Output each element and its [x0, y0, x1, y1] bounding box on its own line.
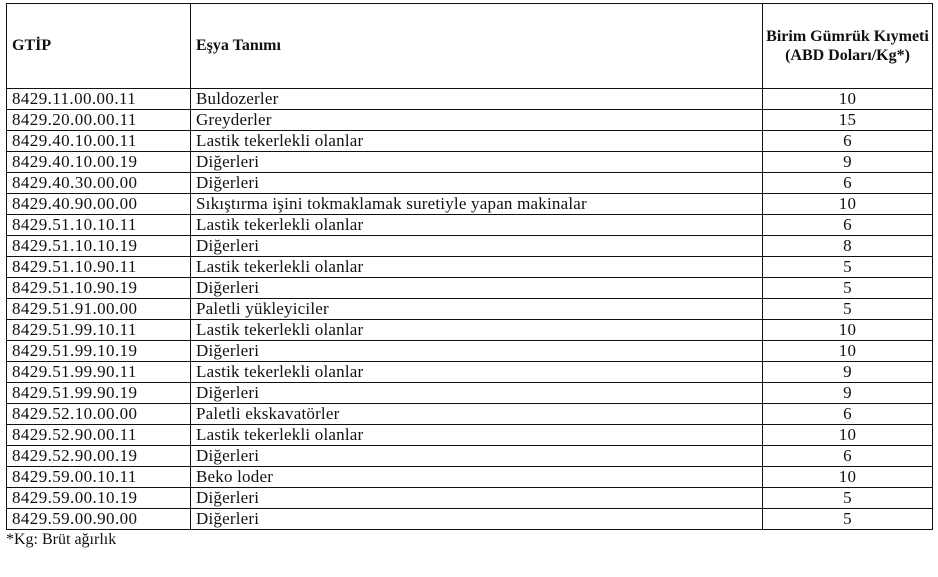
description-cell: Diğerleri: [191, 509, 763, 530]
table-body: [7, 89, 933, 530]
table-row: [7, 488, 933, 509]
description-cell: Lastik tekerlekli olanlar: [191, 131, 763, 152]
gtip-cell: 8429.52.10.00.00: [7, 404, 191, 425]
header-row: [7, 4, 933, 89]
gtip-cell: 8429.59.00.90.00: [7, 509, 191, 530]
description-cell: Beko loder: [191, 467, 763, 488]
gtip-cell: 8429.51.91.00.00: [7, 299, 191, 320]
gtip-cell: 8429.51.99.10.11: [7, 320, 191, 341]
value-cell: 10: [763, 341, 933, 362]
table-row: [7, 362, 933, 383]
table-row: [7, 173, 933, 194]
gtip-cell: 8429.59.00.10.19: [7, 488, 191, 509]
table-row: [7, 236, 933, 257]
value-cell: 5: [763, 257, 933, 278]
table-row: [7, 404, 933, 425]
value-cell: 5: [763, 488, 933, 509]
description-cell: Diğerleri: [191, 488, 763, 509]
footnote: *Kg: Brüt ağırlık: [6, 531, 117, 548]
gtip-cell: 8429.59.00.10.11: [7, 467, 191, 488]
value-cell: 10: [763, 89, 933, 110]
value-cell: 6: [763, 215, 933, 236]
value-cell: 10: [763, 425, 933, 446]
description-cell: Paletli ekskavatörler: [191, 404, 763, 425]
gtip-cell: 8429.40.90.00.00: [7, 194, 191, 215]
description-cell: Diğerleri: [191, 446, 763, 467]
gtip-cell: 8429.40.30.00.00: [7, 173, 191, 194]
header-unit-value: Birim Gümrük Kıymeti (ABD Doları/Kg*): [763, 4, 933, 89]
description-cell: Paletli yükleyiciler: [191, 299, 763, 320]
header-description: Eşya Tanımı: [191, 4, 763, 89]
table-row: [7, 215, 933, 236]
gtip-cell: 8429.51.10.10.19: [7, 236, 191, 257]
table-row: [7, 278, 933, 299]
value-cell: 5: [763, 509, 933, 530]
gtip-cell: 8429.40.10.00.19: [7, 152, 191, 173]
description-cell: Diğerleri: [191, 341, 763, 362]
table-row: [7, 257, 933, 278]
table-row: [7, 194, 933, 215]
value-cell: 6: [763, 131, 933, 152]
gtip-cell: 8429.52.90.00.19: [7, 446, 191, 467]
description-cell: Lastik tekerlekli olanlar: [191, 320, 763, 341]
gtip-cell: 8429.51.10.10.11: [7, 215, 191, 236]
table-row: [7, 320, 933, 341]
description-cell: Diğerleri: [191, 152, 763, 173]
document: [6, 3, 933, 549]
table-row: [7, 467, 933, 488]
description-cell: Lastik tekerlekli olanlar: [191, 425, 763, 446]
description-cell: Diğerleri: [191, 278, 763, 299]
description-cell: Sıkıştırma işini tokmaklamak suretiyle yapan makinalar: [191, 194, 763, 215]
gtip-cell: 8429.51.99.90.19: [7, 383, 191, 404]
customs-value-table: [6, 3, 933, 530]
value-cell: 6: [763, 404, 933, 425]
description-cell: Lastik tekerlekli olanlar: [191, 362, 763, 383]
gtip-cell: 8429.52.90.00.11: [7, 425, 191, 446]
table-row: [7, 299, 933, 320]
table-row: [7, 425, 933, 446]
value-cell: 9: [763, 362, 933, 383]
description-cell: Lastik tekerlekli olanlar: [191, 257, 763, 278]
gtip-cell: 8429.51.99.90.11: [7, 362, 191, 383]
value-cell: 6: [763, 446, 933, 467]
header-gtip: GTİP: [7, 4, 191, 89]
description-cell: Lastik tekerlekli olanlar: [191, 215, 763, 236]
table-row: [7, 152, 933, 173]
table-row: [7, 110, 933, 131]
value-cell: 8: [763, 236, 933, 257]
value-cell: 10: [763, 194, 933, 215]
table-row: [7, 446, 933, 467]
gtip-cell: 8429.40.10.00.11: [7, 131, 191, 152]
value-cell: 6: [763, 173, 933, 194]
value-cell: 10: [763, 467, 933, 488]
description-cell: Diğerleri: [191, 383, 763, 404]
table-row: [7, 89, 933, 110]
table-row: [7, 509, 933, 530]
value-cell: 9: [763, 383, 933, 404]
description-cell: Diğerleri: [191, 236, 763, 257]
gtip-cell: 8429.51.99.10.19: [7, 341, 191, 362]
table-row: [7, 131, 933, 152]
value-cell: 9: [763, 152, 933, 173]
value-cell: 10: [763, 320, 933, 341]
table-row: [7, 383, 933, 404]
gtip-cell: 8429.51.10.90.11: [7, 257, 191, 278]
description-cell: Diğerleri: [191, 173, 763, 194]
table-row: [7, 341, 933, 362]
gtip-cell: 8429.11.00.00.11: [7, 89, 191, 110]
description-cell: Buldozerler: [191, 89, 763, 110]
gtip-cell: 8429.20.00.00.11: [7, 110, 191, 131]
gtip-cell: 8429.51.10.90.19: [7, 278, 191, 299]
description-cell: Greyderler: [191, 110, 763, 131]
value-cell: 5: [763, 278, 933, 299]
value-cell: 15: [763, 110, 933, 131]
value-cell: 5: [763, 299, 933, 320]
